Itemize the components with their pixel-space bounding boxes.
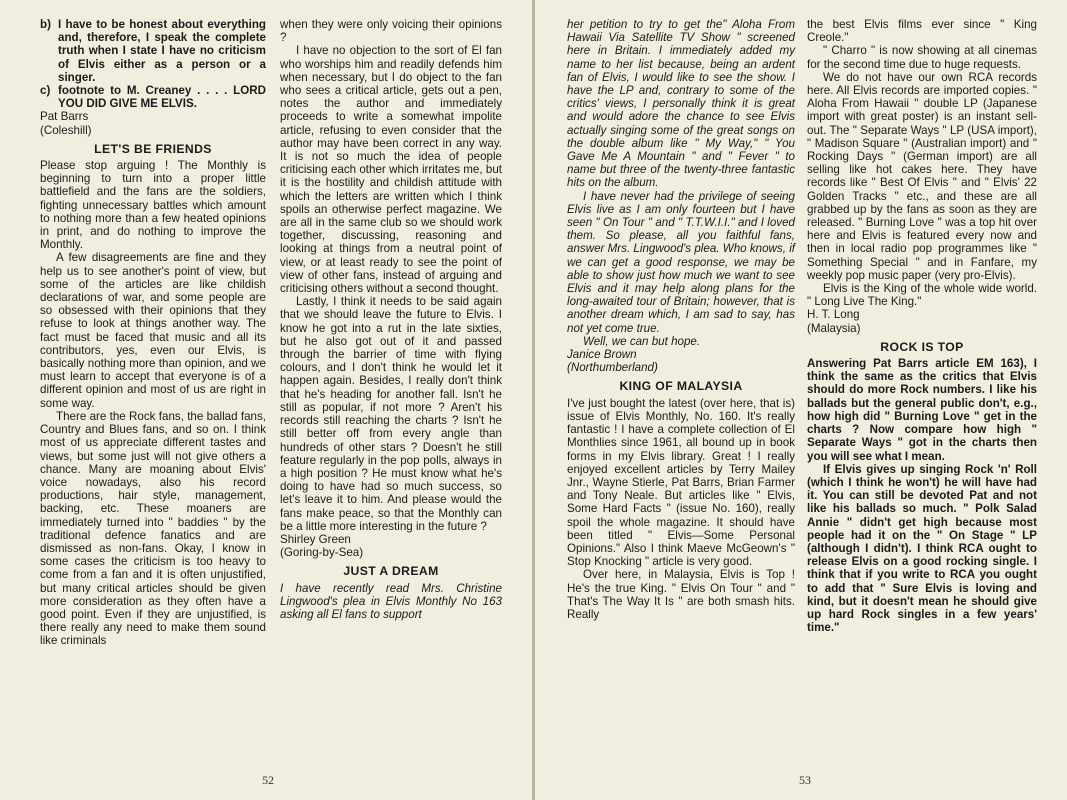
list-marker: b) xyxy=(40,18,51,31)
paragraph: when they were only voicing their opinions ? xyxy=(280,18,502,45)
paragraph: Over here, in Malaysia, Elvis is Top ! He's the true King. " Elvis On Tour " and " That's The Way It Is " are both smash hits. Really xyxy=(567,568,795,621)
list-item-b xyxy=(40,18,266,84)
signature-location: (Malaysia) xyxy=(807,321,861,335)
right-column-2 xyxy=(807,18,1037,634)
list-text: I have to be honest about everything and, therefore, I speak the complete truth when I state I have no criticism of Elvis either as a person or a singer. xyxy=(58,18,266,84)
signature: H. T. Long xyxy=(807,308,860,322)
signature-location: (Northumberland) xyxy=(567,361,658,375)
signature-location: (Coleshill) xyxy=(40,123,92,137)
right-column-1 xyxy=(567,18,795,621)
signature: Janice Brown xyxy=(567,348,637,362)
paragraph: I've just bought the latest (over here, that is) issue of Elvis Monthly, No. 160. It's really fantastic ! I have a complete collection of El Monthlies since 1961, all bound up in book forms in my Elvis library. Great ! I really enjoyed excellent articles by Terry Mailey Jnr., Wayne Stierle, Pat Barrs, Brian Farmer and Tony Neale. But articles like " Elvis, Some Hard Facts " (issue No. 160), really spoil the whole magazine. It should have been titled " Elvis—Some Personal Opinions." Also I think Maeve McGeown's " Stop Knocking " article is very good. xyxy=(567,396,795,569)
paragraph: I have no objection to the sort of El fan who worships him and readily defends him when necessary, but I do object to the fan who sees a critical article, gets out a pen, notes the author and immediately proceeds to write a somewhat impolite article, refusing to even consider that the author may have been correct in any way. It is not so much the idea of people criticising each other which irritates me, but it is the hostility and childish attitude with which the letters are written which I think spoils an otherwise perfect magazine. We are all in the same club so we should work together, discussing, reasoning and looking at things from a neutral point of view, or at least ready to see the point of view of other fans, instead of arguing and criticising others without a second thought. xyxy=(280,44,502,296)
paragraph: Elvis is the King of the whole wide world. " Long Live The King." xyxy=(807,282,1037,309)
paragraph: I have recently read Mrs. Christine Lingwood's plea in Elvis Monthly No 163 asking all El fans to support xyxy=(280,581,502,621)
left-column-2 xyxy=(280,18,502,621)
page-number: 52 xyxy=(262,773,274,787)
paragraph: the best Elvis films ever since " King Creole." xyxy=(807,18,1037,45)
article-heading: ROCK IS TOP xyxy=(880,339,964,354)
signature-location: (Goring-by-Sea) xyxy=(280,546,364,560)
paragraph: her petition to try to get the" Aloha From Hawaii Via Satellite TV Show " screened here in Britain. I immediately added my name to her list because, being an ardent fan of Elvis, I would like to see the show. I have the LP and, contrary to some of the critics' views, I personally think it is great and would adore the chance to see Elvis actually singing some of the great songs on the double album like " My Way," " You Gave Me A Mountain " and " Fever " to name but three of the twenty-three fantastic hits on the album. xyxy=(567,18,795,190)
paragraph: Please stop arguing ! The Monthly is beginning to turn into a proper little battlefield and the fans are the soldiers, fighting unnecessary battles which amount to nothing more than a few heated opinions in print, and do nothing to improve the Monthly. xyxy=(40,159,266,252)
list-item-c xyxy=(40,84,266,110)
page-number: 53 xyxy=(799,773,811,787)
signature: Pat Barrs xyxy=(40,110,89,124)
signature: Shirley Green xyxy=(280,532,351,546)
paragraph: A few disagreements are fine and they help us to see another's point of view, but some of the articles are like childish declarations of war, and some people are so obsessed with their opinions that they refuse to look at things another way. The fact must be faced that music and all its contributors, yes, even our Elvis, is basically nothing more than opinion, and we must learn to accept that everyone is of a different opinion and most of us are right in some way. xyxy=(40,251,266,410)
paragraph: Lastly, I think it needs to be said again that we should leave the future to Elvis. I know he got into a rut in the late sixties, but he also got out of it and passed through the barrier of time with flying colours, and I don't think he would let it happen again. Besides, I really don't think that he's heading for another fall. Isn't he still as popular, if not more ? Aren't his records still reaching the charts ? Isn't he still better off from every angle than hundreds of other stars ? Doesn't he still feature regularly in the pop polls, always in a high position ? He must know what he's doing to have had so much success, so let's leave it to him. And please would the fans make peace, so that the Monthly can be a little more interesting in the future ? xyxy=(280,295,502,533)
list-text: footnote to M. Creaney . . . . LORD YOU DID GIVE ME ELVIS. xyxy=(58,84,266,111)
paragraph: I have never had the privilege of seeing Elvis live as I am only fourteen but I have seen " On Tour " and " T.T.W.I.I." and I loved them. So please, all you faithful fans, answer Mrs. Lingwood's plea. Who knows, if we can get a good response, we may be able to show just how much we want to see Elvis and it may help along plans for the long-awaited tour of Britain; however, that is another dream which, I am sad to say, has not yet come true. xyxy=(567,189,795,335)
article-heading: KING OF MALAYSIA xyxy=(619,379,743,394)
list-marker: c) xyxy=(40,84,51,98)
article-heading: LET'S BE FRIENDS xyxy=(94,141,212,156)
paragraph: If Elvis gives up singing Rock 'n' Roll (which I think he won't) he will have had it. You can still be devoted Pat and not like his ballads so much. " Polk Salad Annie " didn't get high because most people had it on the " On Stage " LP (although I didn't). I think RCA ought to release Elvis on a good rocking single. I think that if you write to RCA you ought to add that " Sure Elvis is loving and kind, but it doesn't mean he should give up hard Rock singles in a few years' time." xyxy=(807,462,1037,635)
paragraph: There are the Rock fans, the ballad fans, Country and Blues fans, and so on. I think most of us appreciate different tastes and views, but some just will not give others a chance. Many are moaning about Elvis' voice nowadays, also his record productions, hair style, management, backing, etc. These moaners are immediately turned into " baddies " by the traditional defence fanatics and are dismissed as non-fans. Okay, I know in some cases the criticism is too heavy to come from a fan and it is often unjustified, but many critical articles should be given more consideration as they often have a good point. Even if they are unjustified, is there really any need to make them sound like criminals xyxy=(40,409,266,648)
left-page xyxy=(0,0,532,800)
left-column-1 xyxy=(40,18,266,648)
paragraph: Well, we can but hope. xyxy=(583,334,701,348)
right-page xyxy=(535,0,1067,800)
article-heading: JUST A DREAM xyxy=(343,564,439,579)
paragraph: We do not have our own RCA records here. All Elvis records are imported copies. " Aloha From Hawaii " double LP (Japanese import with great poster) is an instant sell-out. The " Separate Ways " LP (USA import), " Madison Square " (Australian import) and " Rocking Days " (German import) are all selling like hot cakes here. They have records like " Best Of Elvis " and " Elvis' 22 Golden Tracks " etc., and these are all grabbed up by the fans as soon as they are released. " Burning Love " was a top hit over here and Elvis is featured every now and then in local radio pop programmes like " Something Special " and in Fanfare, my weekly pop music paper (very pro-Elvis). xyxy=(807,70,1037,282)
paragraph: " Charro " is now showing at all cinemas for the second time due to huge requests. xyxy=(807,44,1037,71)
paragraph: Answering Pat Barrs article EM 163), I think the same as the critics that Elvis should do more Rock numbers. I like his ballads but the general public don't, e.g., how high did " Burning Love " get in the charts ? Now compare how high " Separate Ways " got in the charts then you will see what I mean. xyxy=(807,357,1037,463)
